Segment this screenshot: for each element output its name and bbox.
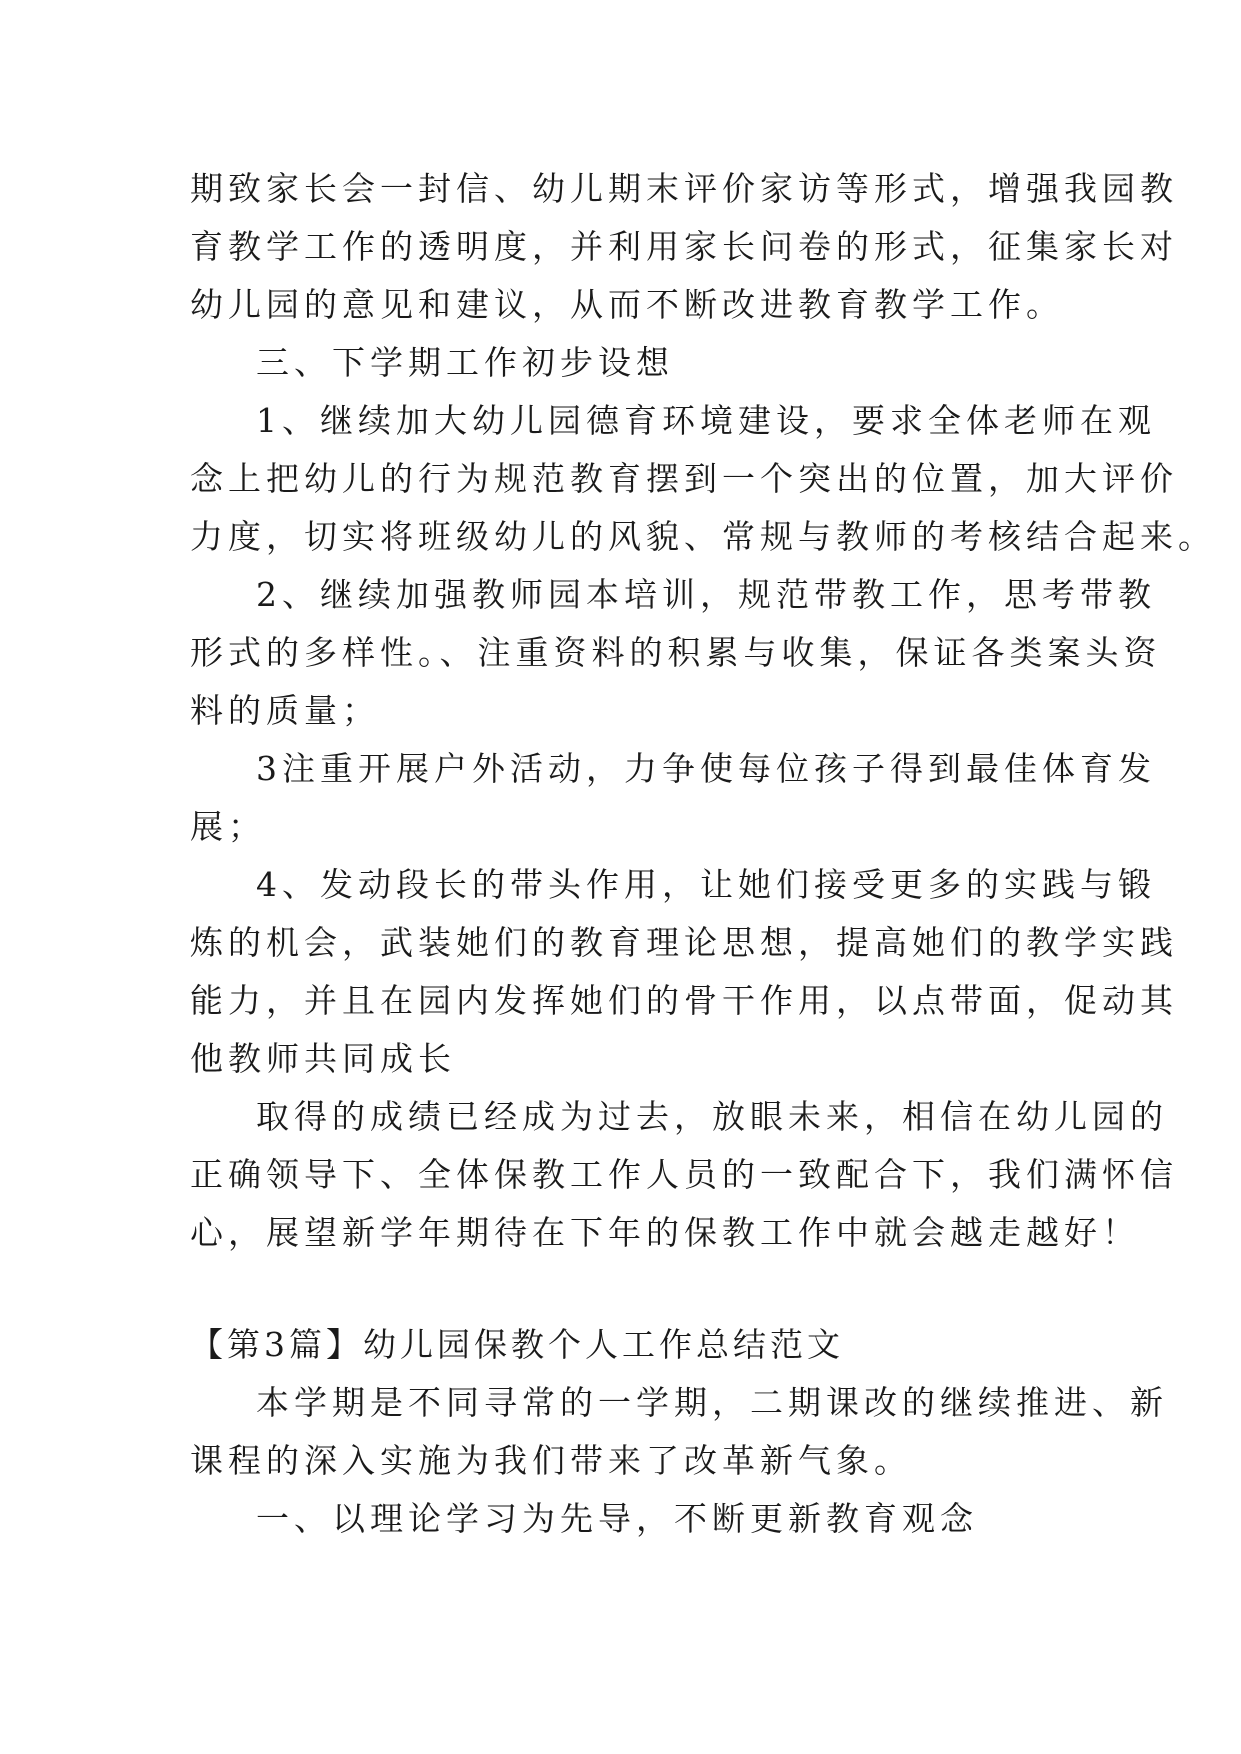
paragraph-line: 期致家长会一封信、幼儿期末评价家访等形式，增强我园教	[190, 169, 1178, 208]
subheading-plan: 三、下学期工作初步设想	[256, 343, 674, 382]
paragraph-line: 念上把幼儿的行为规范教育摆到一个突出的位置，加大评价	[190, 459, 1178, 498]
paragraph-line: 1、继续加大幼儿园德育环境建设，要求全体老师在观	[256, 401, 1156, 440]
paragraph-line: 料的质量；	[190, 691, 380, 730]
paragraph-line: 他教师共同成长	[190, 1039, 456, 1078]
paragraph-line: 展；	[190, 807, 266, 846]
paragraph-line: 力度，切实将班级幼儿的风貌、常规与教师的考核结合起来。	[190, 517, 1216, 556]
paragraph-line: 心，展望新学年期待在下年的保教工作中就会越走越好！	[190, 1213, 1140, 1252]
paragraph-line: 幼儿园的意见和建议，从而不断改进教育教学工作。	[190, 285, 1064, 324]
paragraph-line: 取得的成绩已经成为过去，放眼未来，相信在幼儿园的	[256, 1097, 1168, 1136]
paragraph-line: 正确领导下、全体保教工作人员的一致配合下，我们满怀信	[190, 1155, 1178, 1194]
subheading-theory: 一、以理论学习为先导，不断更新教育观念	[256, 1499, 978, 1538]
section-spacer	[190, 1262, 1050, 1316]
paragraph-line: 本学期是不同寻常的一学期，二期课改的继续推进、新	[256, 1383, 1168, 1422]
paragraph-line: 能力，并且在园内发挥她们的骨干作用，以点带面，促动其	[190, 981, 1178, 1020]
paragraph-line: 4、发动段长的带头作用，让她们接受更多的实践与锻	[256, 865, 1156, 904]
paragraph-line: 育教学工作的透明度，并利用家长问卷的形式，征集家长对	[190, 227, 1178, 266]
paragraph-line: 课程的深入实施为我们带来了改革新气象。	[190, 1441, 912, 1480]
document-page	[190, 160, 1216, 1548]
paragraph-line: 2、继续加强教师园本培训，规范带教工作，思考带教	[256, 575, 1156, 614]
paragraph-line: 形式的多样性。、注重资料的积累与收集，保证各类案头资	[190, 633, 1162, 672]
paragraph-line: 3注重开展户外活动，力争使每位孩子得到最佳体育发	[256, 749, 1156, 788]
section-heading: 【第3篇】幼儿园保教个人工作总结范文	[190, 1325, 844, 1364]
paragraph-line: 炼的机会，武装她们的教育理论思想，提高她们的教学实践	[190, 923, 1178, 962]
